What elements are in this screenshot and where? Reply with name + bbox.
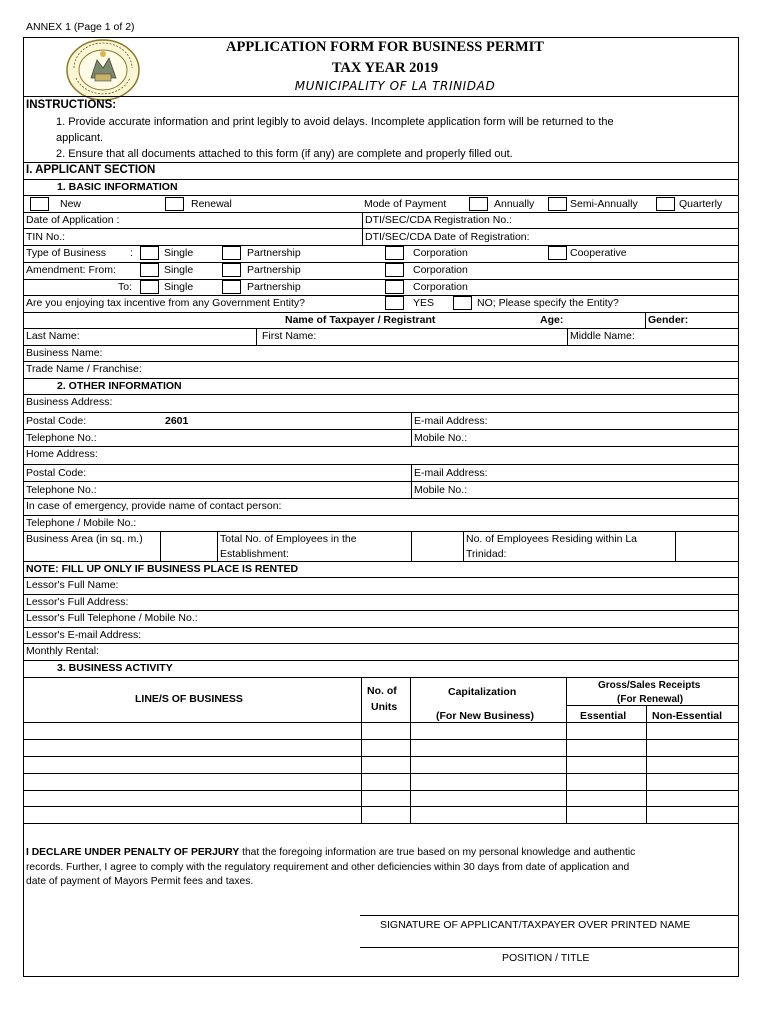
taxpayer-name-header: Name of Taxpayer / Registrant bbox=[285, 314, 436, 326]
declaration-line-1 bbox=[26, 846, 635, 859]
renewal-checkbox[interactable] bbox=[165, 197, 184, 211]
for-new-business-header: (For New Business) bbox=[436, 710, 535, 722]
incentive-no-label: NO; Please specify the Entity? bbox=[477, 297, 619, 309]
non-essential-header: Non-Essential bbox=[652, 710, 723, 722]
type-single-checkbox[interactable] bbox=[140, 246, 159, 260]
business-activity-row-6[interactable] bbox=[23, 807, 739, 823]
to-single-checkbox[interactable] bbox=[140, 280, 159, 294]
lessor-address-field[interactable]: Lessor's Full Address: bbox=[26, 596, 129, 608]
rented-note: NOTE: FILL UP ONLY IF BUSINESS PLACE IS RENTED bbox=[26, 563, 299, 575]
quarterly-label: Quarterly bbox=[679, 198, 723, 210]
dti-registration-date-field[interactable]: DTI/SEC/CDA Date of Registration: bbox=[365, 231, 530, 243]
basic-info-heading: 1. BASIC INFORMATION bbox=[57, 181, 178, 193]
amendment-from-label: Amendment: From: bbox=[26, 264, 116, 276]
tin-no-field[interactable]: TIN No.: bbox=[26, 231, 66, 243]
type-partnership-label: Partnership bbox=[247, 247, 301, 259]
units-header-2: Units bbox=[371, 701, 398, 713]
home-postal-code-field[interactable]: Postal Code: bbox=[26, 467, 87, 479]
incentive-yes-label: YES bbox=[413, 297, 435, 309]
tax-year: TAX YEAR 2019 bbox=[331, 60, 439, 76]
total-employees-label-2: Establishment: bbox=[220, 548, 289, 560]
instructions-heading: INSTRUCTIONS: bbox=[26, 99, 117, 111]
last-name-field[interactable]: Last Name: bbox=[26, 330, 80, 342]
lessor-email-field[interactable]: Lessor's E-mail Address: bbox=[26, 629, 142, 641]
municipality-name: MUNICIPALITY OF LA TRINIDAD bbox=[294, 79, 496, 93]
date-of-application-field[interactable]: Date of Application : bbox=[26, 214, 120, 226]
business-postal-code-label: Postal Code: bbox=[26, 415, 87, 427]
business-activity-row-3[interactable] bbox=[23, 757, 739, 773]
gross-receipts-header: Gross/Sales Receipts bbox=[598, 680, 701, 691]
type-cooperative-label: Cooperative bbox=[570, 247, 627, 259]
to-partnership-checkbox[interactable] bbox=[222, 280, 241, 294]
new-checkbox[interactable] bbox=[30, 197, 49, 211]
lines-of-business-header: LINE/S OF BUSINESS bbox=[135, 693, 243, 705]
signature-caption: SIGNATURE OF APPLICANT/TAXPAYER OVER PRINTED NAME bbox=[380, 919, 691, 931]
dti-registration-no-field[interactable]: DTI/SEC/CDA Registration No.: bbox=[365, 214, 513, 226]
to-corporation-label: Corporation bbox=[413, 281, 468, 293]
declaration-line-1-rest: that the foregoing information are true based on my personal knowledge and authentic bbox=[239, 847, 636, 858]
total-employees-input[interactable] bbox=[412, 532, 462, 560]
annually-label: Annually bbox=[494, 198, 535, 210]
for-renewal-header: (For Renewal) bbox=[617, 694, 684, 705]
amendment-to-label: To: bbox=[118, 281, 133, 293]
type-colon: : bbox=[130, 247, 133, 259]
tax-incentive-question: Are you enjoying tax incentive from any Government Entity? bbox=[26, 297, 305, 309]
age-field[interactable]: Age: bbox=[540, 314, 564, 326]
type-partnership-checkbox[interactable] bbox=[222, 246, 241, 260]
type-corporation-label: Corporation bbox=[413, 247, 468, 259]
home-address-field[interactable]: Home Address: bbox=[26, 448, 98, 460]
instruction-1-line-1: 1. Provide accurate information and print legibly to avoid delays. Incomplete application form will be returned to the bbox=[56, 116, 614, 128]
business-activity-row-2[interactable] bbox=[23, 740, 739, 756]
type-single-label: Single bbox=[164, 247, 194, 259]
to-single-label: Single bbox=[164, 281, 194, 293]
annex-label: ANNEX 1 (Page 1 of 2) bbox=[26, 21, 135, 33]
employees-residing-label-2: Trinidad: bbox=[466, 548, 507, 560]
to-partnership-label: Partnership bbox=[247, 281, 301, 293]
from-single-checkbox[interactable] bbox=[140, 263, 159, 277]
business-area-input[interactable] bbox=[161, 532, 216, 560]
declaration-line-2: records. Further, I agree to comply with the regulatory requirement and other deficiencies within 30 days from date of application and bbox=[26, 862, 630, 873]
lessor-phone-field[interactable]: Lessor's Full Telephone / Mobile No.: bbox=[26, 612, 198, 624]
position-caption: POSITION / TITLE bbox=[502, 952, 590, 964]
emergency-contact-field[interactable]: In case of emergency, provide name of contact person: bbox=[26, 500, 282, 512]
declaration-line-3: date of payment of Mayors Permit fees and taxes. bbox=[26, 876, 254, 887]
home-email-field[interactable]: E-mail Address: bbox=[414, 467, 488, 479]
instruction-1-line-2: applicant. bbox=[56, 132, 104, 144]
home-telephone-field[interactable]: Telephone No.: bbox=[26, 484, 97, 496]
declaration-bold: I DECLARE UNDER PENALTY OF PERJURY bbox=[26, 847, 240, 858]
home-mobile-field[interactable]: Mobile No.: bbox=[414, 484, 468, 496]
mode-of-payment-label: Mode of Payment bbox=[364, 198, 447, 210]
trade-name-field[interactable]: Trade Name / Franchise: bbox=[26, 363, 142, 375]
lessor-name-field[interactable]: Lessor's Full Name: bbox=[26, 579, 119, 591]
emergency-phone-field[interactable]: Telephone / Mobile No.: bbox=[26, 517, 137, 529]
from-partnership-checkbox[interactable] bbox=[222, 263, 241, 277]
business-activity-row-5[interactable] bbox=[23, 791, 739, 807]
monthly-rental-field[interactable]: Monthly Rental: bbox=[26, 645, 99, 657]
applicant-section-heading: I. APPLICANT SECTION bbox=[26, 164, 156, 176]
quarterly-checkbox[interactable] bbox=[656, 197, 675, 211]
gender-field[interactable]: Gender: bbox=[648, 314, 689, 326]
from-corporation-label: Corporation bbox=[413, 264, 468, 276]
business-telephone-field[interactable]: Telephone No.: bbox=[26, 432, 97, 444]
business-activity-row-1[interactable] bbox=[23, 723, 739, 739]
to-corporation-checkbox[interactable] bbox=[385, 280, 404, 294]
business-postal-code-value[interactable]: 2601 bbox=[165, 415, 189, 427]
type-corporation-checkbox[interactable] bbox=[385, 246, 404, 260]
renewal-label: Renewal bbox=[191, 198, 232, 210]
other-info-heading: 2. OTHER INFORMATION bbox=[57, 380, 182, 392]
from-corporation-checkbox[interactable] bbox=[385, 263, 404, 277]
annually-checkbox[interactable] bbox=[469, 197, 488, 211]
semi-annually-label: Semi-Annually bbox=[570, 198, 638, 210]
total-employees-label-1: Total No. of Employees in the bbox=[220, 533, 357, 545]
form-title: APPLICATION FORM FOR BUSINESS PERMIT bbox=[226, 39, 544, 55]
from-partnership-label: Partnership bbox=[247, 264, 301, 276]
incentive-no-checkbox[interactable] bbox=[453, 296, 472, 310]
new-label: New bbox=[60, 198, 82, 210]
business-activity-row-4[interactable] bbox=[23, 774, 739, 790]
business-name-field[interactable]: Business Name: bbox=[26, 347, 103, 359]
signature-line[interactable] bbox=[360, 895, 738, 915]
essential-header: Essential bbox=[580, 710, 627, 722]
capitalization-header: Capitalization bbox=[448, 686, 517, 698]
business-activity-heading: 3. BUSINESS ACTIVITY bbox=[57, 662, 173, 674]
from-single-label: Single bbox=[164, 264, 194, 276]
business-mobile-field[interactable]: Mobile No.: bbox=[414, 432, 468, 444]
position-line[interactable] bbox=[360, 930, 738, 947]
type-cooperative-checkbox[interactable] bbox=[548, 246, 567, 260]
employees-residing-label-1: No. of Employees Residing within La bbox=[466, 533, 638, 545]
business-address-field[interactable]: Business Address: bbox=[26, 396, 113, 408]
employees-residing-input[interactable] bbox=[676, 532, 738, 560]
instruction-2: 2. Ensure that all documents attached to this form (if any) are complete and properly filled out. bbox=[56, 148, 513, 160]
first-name-field[interactable]: First Name: bbox=[262, 330, 317, 342]
type-of-business-label: Type of Business bbox=[26, 247, 106, 259]
units-header-1: No. of bbox=[367, 685, 397, 697]
incentive-yes-checkbox[interactable] bbox=[385, 296, 404, 310]
middle-name-field[interactable]: Middle Name: bbox=[570, 330, 635, 342]
semi-annually-checkbox[interactable] bbox=[548, 197, 567, 211]
business-area-label: Business Area (in sq. m.) bbox=[26, 533, 143, 545]
business-email-field[interactable]: E-mail Address: bbox=[414, 415, 488, 427]
